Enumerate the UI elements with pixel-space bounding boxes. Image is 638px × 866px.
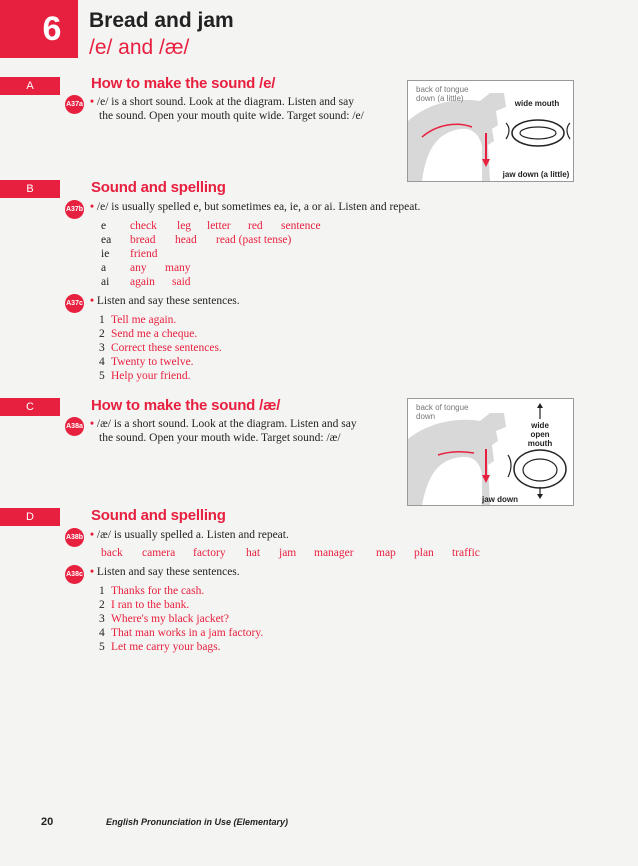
sentence-b3: Correct these sentences. — [111, 342, 222, 354]
mouth-diagram-e — [407, 80, 574, 182]
mouth-label-1: wide mouth — [514, 99, 560, 108]
word-check: check — [130, 220, 157, 232]
sentence-number: 2 — [99, 599, 105, 611]
sentence-b4: Twenty to twelve. — [111, 356, 194, 368]
word-factory: factory — [193, 547, 226, 559]
section-b-heading: Sound and spelling — [91, 179, 226, 196]
word-plan: plan — [414, 547, 434, 559]
word-back: back — [101, 547, 123, 559]
sentence-d5: Let me carry your bags. — [111, 641, 221, 653]
word-many: many — [165, 262, 191, 274]
sentence-number: 4 — [99, 627, 105, 639]
section-b-intro: • /e/ is usually spelled e, but sometimes ea, ie, a or ai. Listen and repeat. — [90, 201, 420, 213]
audio-track-icon[interactable]: A38a — [65, 417, 84, 436]
word-sentence: sentence — [281, 220, 321, 232]
sentence-b5: Help your friend. — [111, 370, 191, 382]
word-friend: friend — [130, 248, 158, 260]
section-marker-a: A — [0, 77, 60, 95]
page-number: 20 — [41, 816, 54, 828]
unit-phonemes: /e/ and /æ/ — [89, 36, 190, 59]
sentence-d2: I ran to the bank. — [111, 599, 190, 611]
section-b-instruction: • Listen and say these sentences. — [90, 295, 240, 307]
audio-track-icon[interactable]: A38c — [65, 565, 84, 584]
unit-number: 6 — [42, 9, 62, 48]
section-marker-c: C — [0, 398, 60, 416]
sentence-number: 1 — [99, 314, 105, 326]
sentence-d4: That man works in a jam factory. — [111, 627, 264, 639]
section-marker-b: B — [0, 180, 60, 198]
word-head: head — [175, 234, 197, 246]
word-red: red — [248, 220, 263, 232]
word-camera: camera — [142, 547, 176, 559]
word-bread: bread — [130, 234, 156, 246]
word-traffic: traffic — [452, 547, 480, 559]
book-title: English Pronunciation in Use (Elementary) — [106, 817, 289, 827]
word-map: map — [376, 547, 396, 559]
word-again: again — [130, 276, 155, 288]
tongue-note-1: back of tongue down (a little) — [416, 85, 469, 103]
spelling-label-e: e — [101, 220, 107, 232]
sentence-number: 4 — [99, 356, 105, 368]
audio-track-icon[interactable]: A38b — [65, 528, 84, 547]
section-c-heading: How to make the sound /æ/ — [91, 397, 281, 414]
jaw-label-1: jaw down (a little) — [502, 170, 570, 179]
sentence-number: 5 — [99, 370, 105, 382]
tongue-note-2: back of tongue down — [416, 403, 469, 421]
sentence-b2: Send me a cheque. — [111, 328, 198, 340]
section-marker-d: D — [0, 508, 60, 526]
section-a-line1: • /e/ is a short sound. Look at the diagram. Listen and say — [90, 96, 354, 108]
word-manager: manager — [314, 547, 354, 559]
spelling-label-ea: ea — [101, 234, 112, 246]
sentence-number: 3 — [99, 342, 105, 354]
unit-number-box — [0, 0, 78, 58]
word-hat: hat — [246, 547, 261, 559]
unit-title: Bread and jam — [89, 9, 234, 32]
word-read: read (past tense) — [216, 234, 292, 246]
audio-track-icon[interactable]: A37a — [65, 95, 84, 114]
sentence-d3: Where's my black jacket? — [111, 613, 229, 625]
mouth-label-2: wide open mouth — [527, 421, 553, 448]
section-a-heading: How to make the sound /e/ — [91, 75, 276, 92]
section-c-line1: • /æ/ is a short sound. Look at the diagram. Listen and say — [90, 418, 357, 430]
sentence-d1: Thanks for the cash. — [111, 585, 205, 597]
sentence-number: 3 — [99, 613, 105, 625]
section-a-line2: the sound. Open your mouth quite wide. Target sound: /e/ — [99, 110, 364, 122]
word-letter: letter — [207, 220, 231, 232]
spelling-label-ai: ai — [101, 276, 110, 288]
section-d-instruction: • Listen and say these sentences. — [90, 566, 240, 578]
spelling-label-ie: ie — [101, 248, 110, 260]
jaw-label-2: jaw down — [482, 495, 518, 504]
mouth-diagram-ae — [407, 398, 574, 506]
spelling-label-a: a — [101, 262, 107, 274]
section-d-intro: • /æ/ is usually spelled a. Listen and repeat. — [90, 529, 289, 541]
sentence-number: 1 — [99, 585, 105, 597]
audio-track-icon[interactable]: A37b — [65, 200, 84, 219]
section-d-heading: Sound and spelling — [91, 507, 226, 524]
word-any: any — [130, 262, 147, 274]
audio-track-icon[interactable]: A37c — [65, 294, 84, 313]
section-c-line2: the sound. Open your mouth wide. Target sound: /æ/ — [99, 432, 341, 444]
sentence-number: 2 — [99, 328, 105, 340]
sentence-b1: Tell me again. — [111, 314, 177, 326]
word-jam: jam — [279, 547, 297, 559]
word-leg: leg — [177, 220, 192, 232]
word-said: said — [172, 276, 191, 288]
sentence-number: 5 — [99, 641, 105, 653]
